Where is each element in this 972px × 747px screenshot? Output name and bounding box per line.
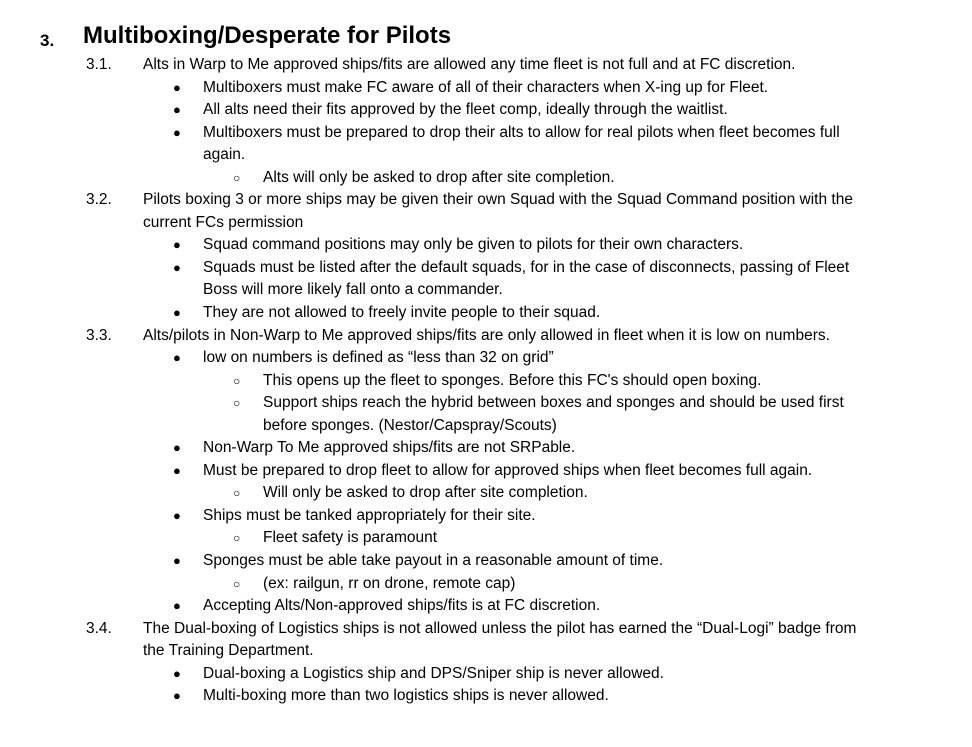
bullet-icon: ● (173, 350, 181, 366)
list-item-text: Squad command positions may only be given to pilots for their own characters. (203, 236, 744, 254)
list-item-text: Non-Warp To Me approved ships/fits are not SRPable. (203, 439, 576, 457)
bullet-icon: ● (173, 259, 181, 275)
sub-list-item-text: This opens up the fleet to sponges. Before this FC's should open boxing. (263, 371, 762, 389)
sub-list-item-text: Will only be asked to drop after site completion. (263, 484, 588, 502)
section-text: Alts in Warp to Me approved ships/fits are allowed any time fleet is not full and at FC discretion. (143, 56, 796, 73)
section-number: 3.3. (86, 326, 112, 344)
list-item-text: They are not allowed to freely invite people to their squad. (203, 304, 601, 322)
section-number: 3.1. (86, 56, 112, 73)
list-item (0, 663, 972, 686)
bullet-icon: ● (173, 237, 181, 253)
bullet-icon: ● (173, 665, 181, 681)
sub-list-item-text: before sponges. (Nestor/Capspray/Scouts) (263, 416, 557, 434)
section-line (0, 189, 972, 212)
sub-list-item (0, 167, 972, 190)
sub-list-item (0, 392, 972, 415)
list-item (0, 234, 972, 257)
bullet-icon: ● (173, 79, 181, 95)
list-item-text: Multi-boxing more than two logistics ships is never allowed. (203, 687, 609, 705)
list-item (0, 257, 972, 280)
list-item-text: All alts need their fits approved by the fleet comp, ideally through the waitlist. (203, 101, 728, 119)
section-line (0, 212, 972, 235)
list-item-text: Ships must be tanked appropriately for their site. (203, 506, 536, 524)
bullet-icon: ● (173, 305, 181, 321)
list-item-text: Must be prepared to drop fleet to allow for approved ships when fleet becomes full again. (203, 461, 813, 479)
list-item (0, 595, 972, 618)
section-line (0, 325, 972, 348)
list-item-text: Squads must be listed after the default squads, for in the case of disconnects, passing of Fleet (203, 258, 850, 276)
section-text: the Training Department. (143, 642, 314, 660)
list-item (0, 347, 972, 370)
section-text: Pilots boxing 3 or more ships may be given their own Squad with the Squad Command position with the (143, 191, 853, 209)
sub-list-item (0, 527, 972, 550)
bullet-icon: ● (173, 462, 181, 478)
sub-list-item (0, 415, 972, 438)
section-line (0, 618, 972, 641)
list-item-text: low on numbers is defined as “less than 32 on grid” (203, 349, 554, 367)
list-item (0, 505, 972, 528)
section-heading-title: Multiboxing/Desperate for Pilots (83, 22, 452, 49)
list-item-text: Multiboxers must be prepared to drop their alts to allow for real pilots when fleet becomes full (203, 123, 840, 141)
sub-list-item-text: Fleet safety is paramount (263, 529, 438, 547)
list-item (0, 99, 972, 122)
section-text: Alts/pilots in Non-Warp to Me approved ships/fits are only allowed in fleet when it is low on numbers. (143, 326, 830, 344)
sub-list-item (0, 482, 972, 505)
hollow-bullet-icon: ○ (233, 576, 241, 591)
list-item-text: Multiboxers must make FC aware of all of their characters when X-ing up for Fleet. (203, 78, 769, 96)
hollow-bullet-icon: ○ (233, 396, 241, 411)
bullet-icon: ● (173, 124, 181, 140)
list-item-text: again. (203, 146, 246, 164)
list-item-text: Sponges must be able take payout in a reasonable amount of time. (203, 552, 664, 570)
section-text: The Dual-boxing of Logistics ships is not allowed unless the pilot has earned the “Dual-Logi” badge from (143, 619, 857, 637)
list-item (0, 77, 972, 100)
sub-list-item-text: Support ships reach the hybrid between boxes and sponges and should be used first (263, 394, 844, 412)
section-text: current FCs permission (143, 213, 304, 231)
sub-list-item (0, 370, 972, 393)
section-number: 3.2. (86, 191, 112, 209)
list-item-text: Dual-boxing a Logistics ship and DPS/Sniper ship is never allowed. (203, 664, 664, 682)
section-line (0, 54, 972, 77)
sub-list-item-text: (ex: railgun, rr on drone, remote cap) (263, 574, 516, 592)
hollow-bullet-icon: ○ (233, 531, 241, 546)
bullet-icon: ● (173, 507, 181, 523)
section-line (0, 640, 972, 663)
bullet-icon: ● (173, 598, 181, 614)
list-item (0, 302, 972, 325)
section-heading-number: 3. (40, 31, 55, 50)
hollow-bullet-icon: ○ (233, 373, 241, 388)
hollow-bullet-icon: ○ (233, 170, 241, 185)
list-item (0, 144, 972, 167)
list-item-text: Accepting Alts/Non-approved ships/fits is at FC discretion. (203, 597, 601, 615)
list-item-text: Boss will more likely fall onto a commander. (203, 281, 503, 299)
bullet-icon: ● (173, 102, 181, 118)
section-number: 3.4. (86, 619, 112, 637)
sub-list-item (0, 573, 972, 596)
bullet-icon: ● (173, 440, 181, 456)
list-item (0, 460, 972, 483)
list-item (0, 685, 972, 708)
sub-list-item-text: Alts will only be asked to drop after site completion. (263, 168, 615, 186)
hollow-bullet-icon: ○ (233, 486, 241, 501)
list-item (0, 122, 972, 145)
bullet-icon: ● (173, 553, 181, 569)
list-item (0, 279, 972, 302)
bullet-icon: ● (173, 688, 181, 704)
document-body (0, 54, 972, 708)
list-item (0, 437, 972, 460)
list-item (0, 550, 972, 573)
